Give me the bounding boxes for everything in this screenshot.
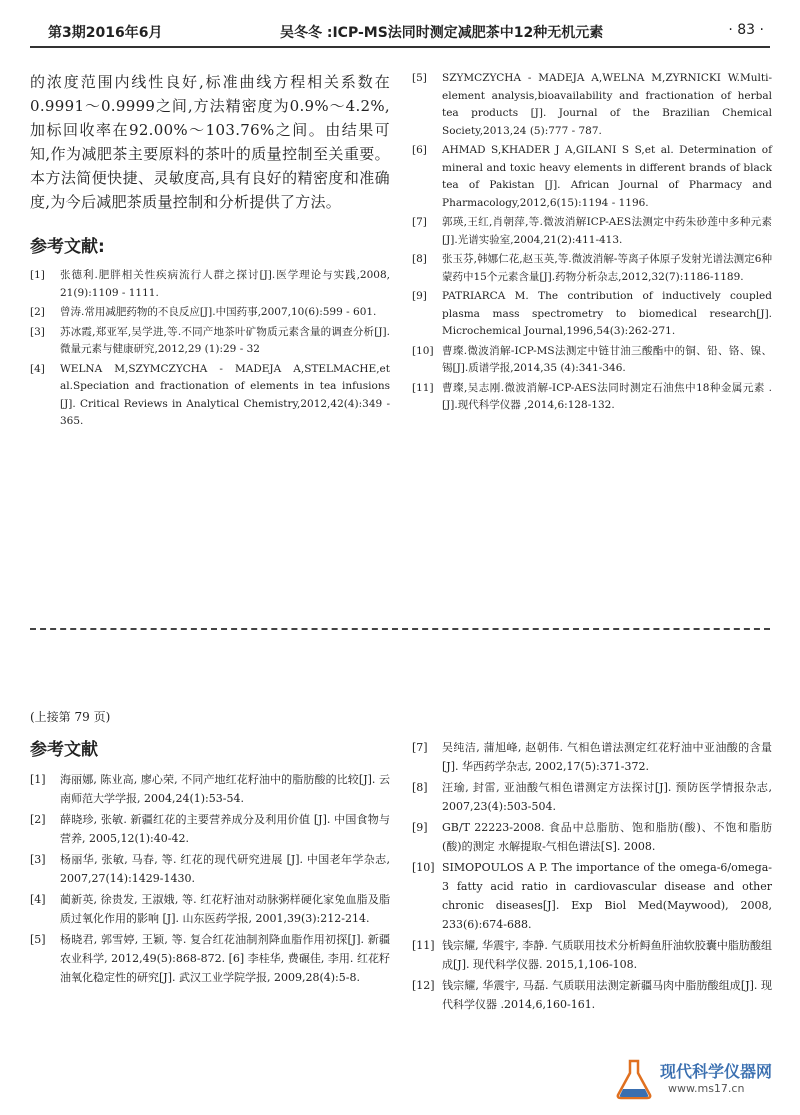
reference-number: [10] [412,861,435,874]
reference-number: [8] [412,253,427,265]
references-heading: 参考文献: [30,237,105,257]
continued-article-right-column [412,738,772,1016]
reference-number: [4] [30,362,45,375]
reference-number: [8] [412,781,428,794]
reference-text: 蔺新英, 徐贵发, 王淑娥, 等. 红花籽油对动脉粥样硬化家兔血脂及脂质过氧化作用的影响 [J]. 山东医药学报, 2001,39(3):212-214. [60,893,390,925]
reference-item [412,343,772,378]
reference-list-bottom-left [30,770,390,987]
reference-item [412,858,772,934]
reference-item [30,304,390,322]
reference-text: 曹璨,吴志刚.微波消解-ICP-AES法同时测定石油焦中18种金属元素 .[J].现代科学仪器 ,2014,6:128-132. [442,381,772,411]
article-end-left-column [30,70,390,433]
section-divider [30,628,770,630]
page-header [30,10,770,48]
reference-list-bottom-right [412,738,772,1014]
references-heading-continued: 参考文献 [30,740,98,760]
reference-item [30,324,390,359]
reference-item [412,214,772,249]
reference-item [412,251,772,286]
flask-logo-icon [612,1057,656,1101]
reference-number: [5] [30,933,46,946]
reference-number: [11] [412,939,435,952]
reference-text: 海丽娜, 陈业高, 廖心荣, 不同产地红花籽油中的脂肪酸的比较[J]. 云南师范大学学报, 2004,24(1):53-54. [60,773,390,805]
reference-text: SZYMCZYCHA - MADEJA A,WELNA M,ZYRNICKI W.Multi-element analysis,bioavailability and fractionation of herbal tea products [J]. Journal of the Brazilian Chemical Society,2013,24 (5):777 - 787. [442,72,772,137]
reference-number: [9] [412,821,428,834]
continued-article-left-column [30,735,390,989]
conclusion-paragraph: 的浓度范围内线性良好,标准曲线方程相关系数在0.9991～0.9999之间,方法精密度为0.9%～4.2%,加标回收率在92.00%～103.76%之间。由结果可知,作为减肥茶主要原料的茶叶的质量控制至关重要。本方法简便快捷、灵敏度高,具有良好的精密度和准确度,为今后减肥茶质量控制和分析提供了方法。 [30,73,390,211]
reference-item [412,936,772,974]
watermark-name: 现代科学仪器网 [660,1062,773,1081]
reference-item [412,738,772,776]
reference-text: 张玉芬,韩娜仁花,赵玉英,等.微波消解-等离子体原子发射光谱法测定6种蒙药中15个元素含量[J].药物分析杂志,2012,32(7):1186-1189. [442,253,772,283]
reference-text: AHMAD S,KHADER J A,GILANI S S,et al. Determination of mineral and toxic heavy elements in different brands of black tea of Pakistan [J]. African Journal of Pharmacy and Pharmacology,2012,6(15):1194 - 1196. [442,144,772,209]
reference-number: [6] [412,144,427,156]
reference-text: 薛晓珍, 张敏. 新疆红花的主要营养成分及利用价值 [J]. 中国食物与营养, 2005,12(1):40-42. [60,813,390,845]
reference-text: 钱宗耀, 华震宇, 李静. 气质联用技术分析鲟鱼肝油软胶囊中脂肪酸组成[J]. 现代科学仪器. 2015,1,106-108. [442,939,772,971]
reference-list-top-left [30,267,390,431]
reference-text: SIMOPOULOS A P. The importance of the omega-6/omega-3 fatty acid ratio in cardiovascular disease and other chronic diseases[J]. Exp Biol Med(Maywood), 2008, 233(6):674-688. [442,861,772,931]
reference-number: [12] [412,979,435,992]
reference-number: [7] [412,741,428,754]
reference-text: 曹璨.微波消解-ICP-MS法测定中链甘油三酸酯中的铜、铅、铬、镍、锡[J].质谱学报,2014,35 (4):341-346. [442,344,772,374]
reference-number: [9] [412,290,427,302]
reference-text: 郭瑛,王红,肖朝萍,等.微波消解ICP-AES法测定中药朱砂莲中多种元素 [J].光谱实验室,2004,21(2):411-413. [442,216,772,246]
continued-from-note: (上接第 79 页) [30,710,111,724]
reference-item [30,930,390,987]
reference-number: [2] [30,813,46,826]
reference-number: [11] [412,381,434,394]
reference-item [30,267,390,302]
reference-number: [3] [30,325,45,338]
reference-text: 张德利.肥胖相关性疾病流行人群之探讨[J].医学理论与实践,2008, 21(9):1109 - 1111. [60,269,390,299]
article-end-right-column [412,70,772,417]
reference-text: 钱宗耀, 华震宇, 马磊. 气质联用法测定新疆马肉中脂肪酸组成[J]. 现代科学仪器 .2014,6,160-161. [442,979,772,1011]
watermark-url: www.ms17.cn [668,1082,745,1095]
reference-text: PATRIARCA M. The contribution of inductively coupled plasma mass spectrometry to biomedical research[J]. Microchemical Journal,1996,54(3):262-271. [442,290,772,337]
reference-text: 杨丽华, 张敏, 马春, 等. 红花的现代研究进展 [J]. 中国老年学杂志, 2007,27(14):1429-1430. [60,853,390,885]
reference-number: [4] [30,893,46,906]
reference-item [30,810,390,848]
reference-item [412,70,772,140]
reference-text: 吴纯洁, 蒲旭峰, 赵朝伟. 气相色谱法测定红花籽油中亚油酸的含量[J]. 华西药学杂志, 2002,17(5):371-372. [442,741,772,773]
journal-issue: 第3期2016年6月 [48,25,163,41]
reference-text: 汪瑜, 封雷, 亚油酸气相色谱测定方法探讨[J]. 预防医学情报杂志, 2007,23(4):503-504. [442,781,772,813]
page-number: · 83 · [728,22,764,38]
reference-number: [1] [30,269,45,281]
reference-item [412,380,772,415]
reference-number: [5] [412,72,427,84]
reference-item [30,770,390,808]
reference-number: [10] [412,344,434,357]
reference-text: 杨晓君, 郭雪婷, 王颖, 等. 复合红花油制剂降血脂作用初探[J]. 新疆农业科学, 2012,49(5):868-872. [6] 李桂华, 费碾佳, 李用. 红花籽油氧化稳定性的研究[J]. 武汉工业学院学报, 2009,28(4):5-8. [60,933,390,984]
reference-text: 曾涛.常用减肥药物的不良反应[J].中国药事,2007,10(6):599 - 601. [60,306,377,318]
reference-item [412,818,772,856]
site-watermark [608,1055,778,1103]
reference-item [412,778,772,816]
reference-text: WELNA M,SZYMCZYCHA - MADEJA A,STELMACHE,et al.Speciation and fractionation of elements in tea infusions [J]. Critical Reviews in Analytical Chemistry,2012,42(4):349 - 365. [60,362,390,427]
reference-number: [2] [30,306,45,318]
running-title: 吴冬冬 :ICP-MS法同时测定减肥茶中12种无机元素 [280,25,604,41]
reference-number: [3] [30,853,46,866]
reference-number: [1] [30,773,46,786]
reference-item [30,890,390,928]
reference-item [30,850,390,888]
reference-number: [7] [412,216,427,228]
reference-item [412,142,772,212]
reference-text: 苏冰霞,郑亚军,吴学进,等.不同产地茶叶矿物质元素含量的调查分析[J].微量元素与健康研究,2012,29 (1):29 - 32 [60,325,390,355]
reference-item [412,288,772,341]
reference-item [412,976,772,1014]
reference-item [30,361,390,431]
reference-list-top-right [412,70,772,415]
reference-text: GB/T 22223-2008. 食品中总脂肪、饱和脂肪(酸)、不饱和脂肪(酸)的测定 水解提取-气相色谱法[S]. 2008. [442,821,772,853]
